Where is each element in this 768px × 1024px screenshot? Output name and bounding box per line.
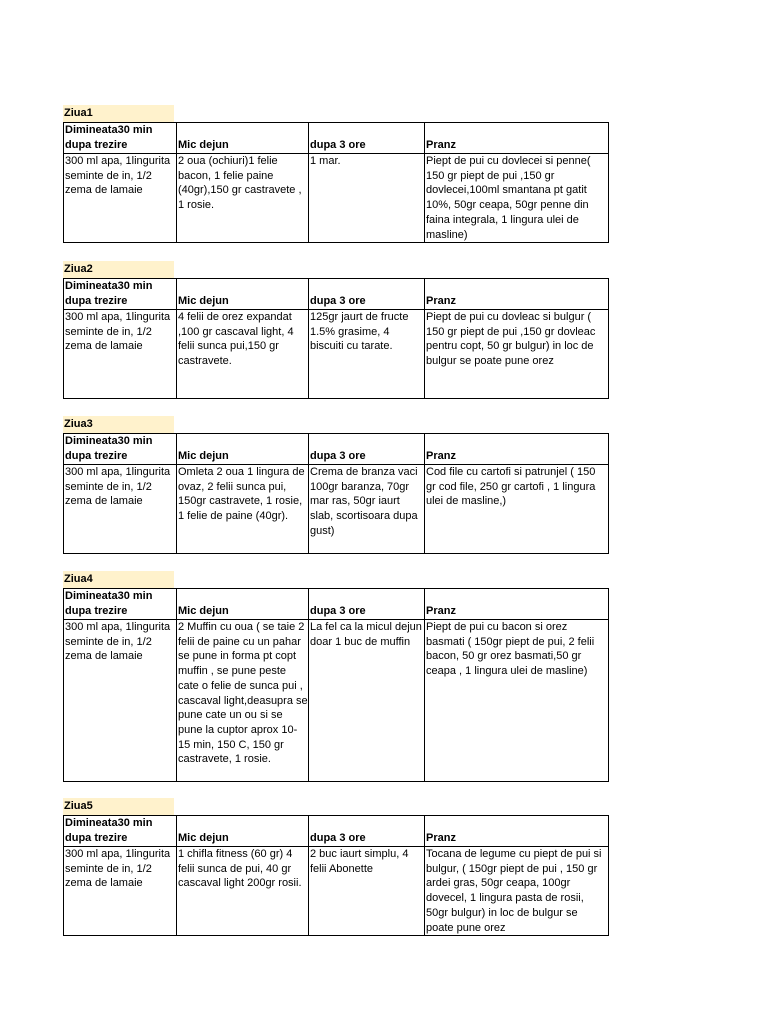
day-block-4 <box>63 571 609 782</box>
header-dupa-3-ore: dupa 3 ore <box>309 279 425 310</box>
day-block-1 <box>63 105 609 243</box>
cell-dupa-3-ore: La fel ca la micul dejun doar 1 buc de muffin <box>309 620 425 782</box>
meal-row <box>64 847 609 936</box>
header-mic-dejun: Mic dejun <box>177 816 309 847</box>
day-block-3 <box>63 416 609 554</box>
meal-row <box>64 465 609 554</box>
day-label: Ziua2 <box>63 261 174 278</box>
header-dimineata: Dimineata30 min dupa trezire <box>64 589 177 620</box>
cell-dimineata: 300 ml apa, 1lingurita seminte de in, 1/2 zema de lamaie <box>64 154 177 243</box>
header-pranz: Pranz <box>425 123 609 154</box>
header-dupa-3-ore: dupa 3 ore <box>309 123 425 154</box>
meal-row <box>64 620 609 782</box>
meal-plan-table <box>63 122 609 243</box>
day-label: Ziua4 <box>63 571 174 588</box>
header-pranz: Pranz <box>425 816 609 847</box>
header-pranz: Pranz <box>425 279 609 310</box>
cell-pranz: Piept de pui cu dovleac si bulgur ( 150 gr piept de pui ,150 gr dovleac pentru copt, 50 gr bulgur) in loc de bulgur se poate pune orez <box>425 310 609 399</box>
header-mic-dejun: Mic dejun <box>177 279 309 310</box>
header-row <box>64 279 609 310</box>
cell-mic-dejun: 4 felii de orez expandat ,100 gr cascaval light, 4 felii sunca pui,150 gr castravete. <box>177 310 309 399</box>
header-pranz: Pranz <box>425 434 609 465</box>
meal-row <box>64 154 609 243</box>
header-row <box>64 816 609 847</box>
header-dimineata: Dimineata30 min dupa trezire <box>64 279 177 310</box>
cell-mic-dejun: Omleta 2 oua 1 lingura de ovaz, 2 felii sunca pui, 150gr castravete, 1 rosie, 1 felie de paine (40gr). <box>177 465 309 554</box>
day-label: Ziua5 <box>63 798 174 815</box>
meal-plan-table <box>63 278 609 399</box>
cell-mic-dejun: 2 Muffin cu oua ( se taie 2 felii de paine cu un pahar se pune in forma pt copt muffin , se pune peste cate o felie de sunca pui , cascaval light,deasupra se pune cate un ou si se pune la cuptor aprox 10-15 min, 150 C, 150 gr castravete, 1 rosie. <box>177 620 309 782</box>
header-mic-dejun: Mic dejun <box>177 589 309 620</box>
cell-dupa-3-ore: 125gr jaurt de fructe 1.5% grasime, 4 biscuiti cu tarate. <box>309 310 425 399</box>
header-dupa-3-ore: dupa 3 ore <box>309 816 425 847</box>
cell-mic-dejun: 2 oua (ochiuri)1 felie bacon, 1 felie paine (40gr),150 gr castravete , 1 rosie. <box>177 154 309 243</box>
cell-dupa-3-ore: 1 mar. <box>309 154 425 243</box>
cell-pranz: Piept de pui cu bacon si orez basmati ( 150gr piept de pui, 2 felii bacon, 50 gr orez basmati,50 gr ceapa , 1 lingura ulei de masline) <box>425 620 609 782</box>
cell-dimineata: 300 ml apa, 1lingurita seminte de in, 1/2 zema de lamaie <box>64 620 177 782</box>
day-label: Ziua3 <box>63 416 174 433</box>
header-mic-dejun: Mic dejun <box>177 123 309 154</box>
header-dimineata: Dimineata30 min dupa trezire <box>64 434 177 465</box>
header-dimineata: Dimineata30 min dupa trezire <box>64 123 177 154</box>
cell-pranz: Tocana de legume cu piept de pui si bulgur, ( 150gr piept de pui , 150 gr ardei gras, 50gr ceapa, 100gr dovecel, 1 lingura pasta de rosii, 50gr bulgur) in loc de bulgur se poate pune orez <box>425 847 609 936</box>
header-row <box>64 123 609 154</box>
header-pranz: Pranz <box>425 589 609 620</box>
header-mic-dejun: Mic dejun <box>177 434 309 465</box>
cell-pranz: Cod file cu cartofi si patrunjel ( 150 gr cod file, 250 gr cartofi , 1 lingura ulei de masline,) <box>425 465 609 554</box>
cell-dupa-3-ore: Crema de branza vaci 100gr baranza, 70gr mar ras, 50gr iaurt slab, scortisoara dupa gust) <box>309 465 425 554</box>
cell-dimineata: 300 ml apa, 1lingurita seminte de in, 1/2 zema de lamaie <box>64 310 177 399</box>
day-block-5 <box>63 798 609 936</box>
cell-dupa-3-ore: 2 buc iaurt simplu, 4 felii Abonette <box>309 847 425 936</box>
header-dimineata: Dimineata30 min dupa trezire <box>64 816 177 847</box>
meal-plan-table <box>63 588 609 782</box>
meal-plan-table <box>63 815 609 936</box>
header-dupa-3-ore: dupa 3 ore <box>309 434 425 465</box>
header-row <box>64 589 609 620</box>
cell-pranz: Piept de pui cu dovlecei si penne( 150 gr piept de pui ,150 gr dovlecei,100ml smantana pt gatit 10%, 50gr ceapa, 50gr penne din faina integrala, 1 lingura ulei de masline) <box>425 154 609 243</box>
header-row <box>64 434 609 465</box>
header-dupa-3-ore: dupa 3 ore <box>309 589 425 620</box>
meal-plan-table <box>63 433 609 554</box>
cell-dimineata: 300 ml apa, 1lingurita seminte de in, 1/2 zema de lamaie <box>64 465 177 554</box>
day-label: Ziua1 <box>63 105 174 122</box>
cell-dimineata: 300 ml apa, 1lingurita seminte de in, 1/2 zema de lamaie <box>64 847 177 936</box>
day-block-2 <box>63 261 609 399</box>
cell-mic-dejun: 1 chifla fitness (60 gr) 4 felii sunca de pui, 40 gr cascaval light 200gr rosii. <box>177 847 309 936</box>
meal-row <box>64 310 609 399</box>
